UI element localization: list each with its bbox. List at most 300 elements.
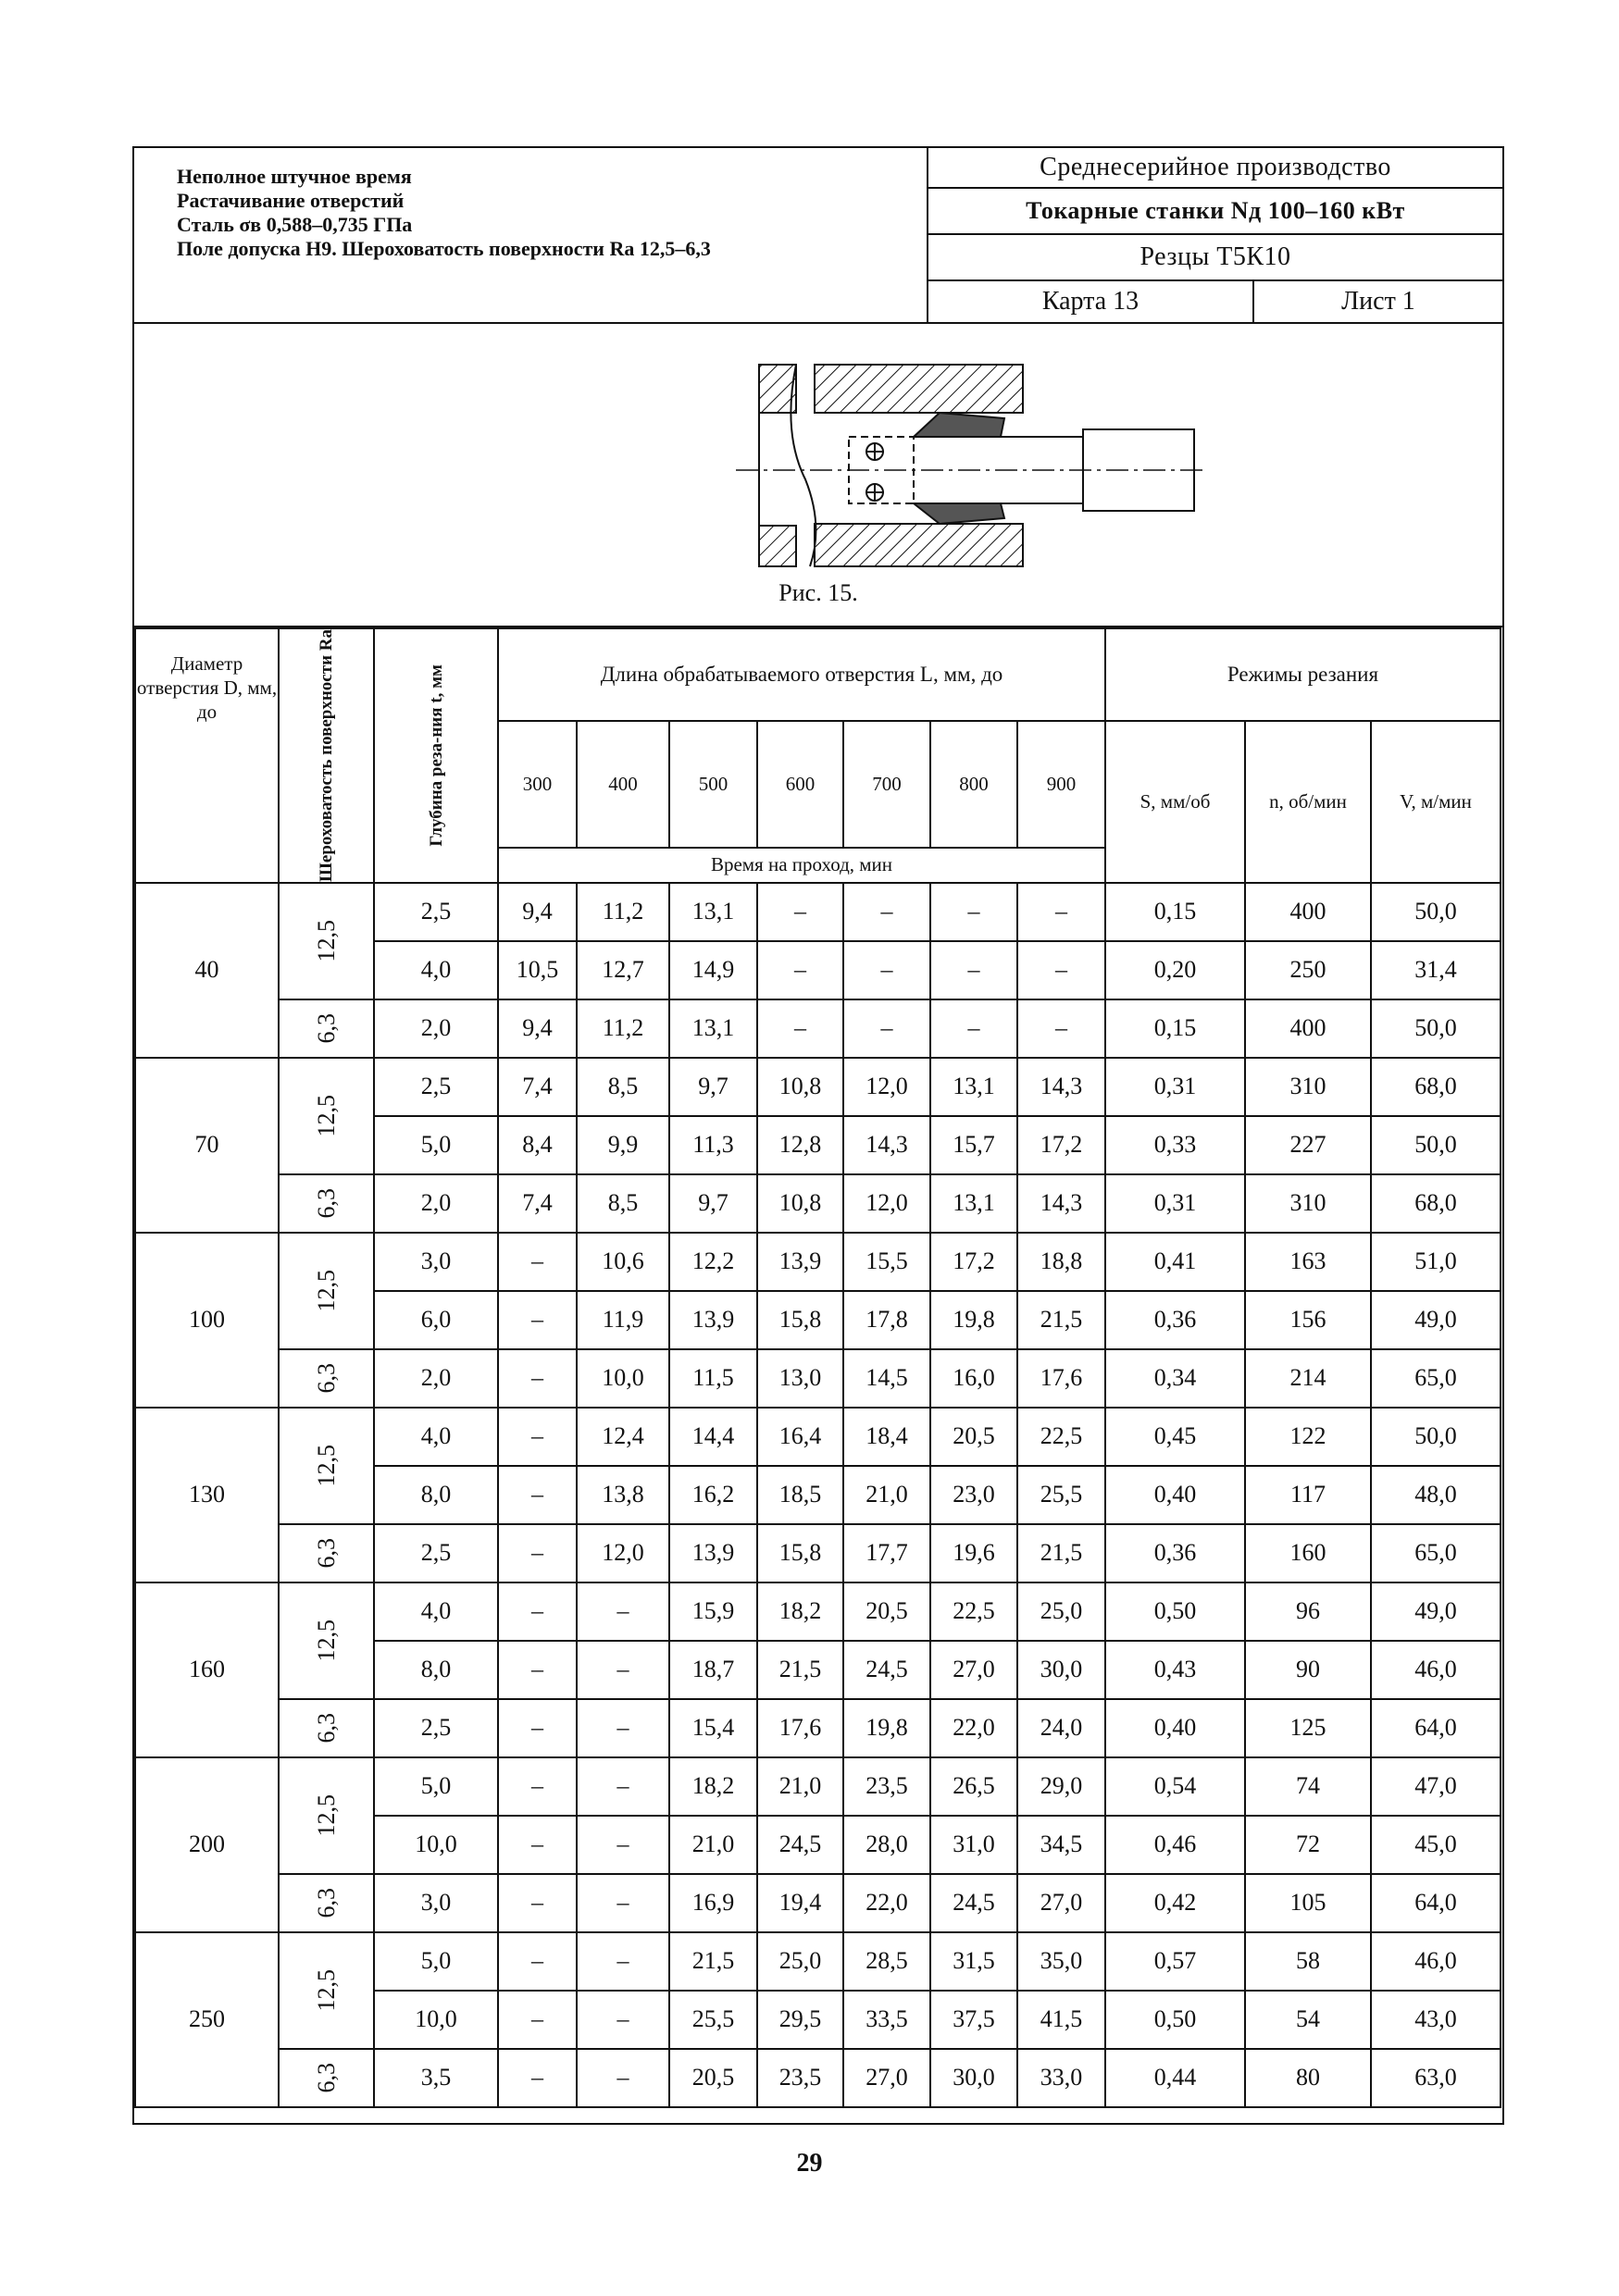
feed-cell: 0,20 (1105, 941, 1245, 999)
time-cell: 29,0 (1017, 1757, 1105, 1816)
table-row (135, 1058, 1501, 1116)
time-cell: – (498, 1466, 577, 1524)
roughness-value: 12,5 (312, 1969, 340, 2012)
speed-cell: 46,0 (1371, 1641, 1501, 1699)
roughness-column-header (279, 628, 374, 883)
time-cell: 31,5 (930, 1932, 1017, 1991)
time-cell: 18,8 (1017, 1233, 1105, 1291)
depth-cell: 8,0 (374, 1641, 498, 1699)
length-800: 800 (930, 721, 1017, 848)
feed-cell: 0,33 (1105, 1116, 1245, 1174)
time-cell: – (498, 1408, 577, 1466)
table-row (135, 1874, 1501, 1932)
speed-cell: 50,0 (1371, 883, 1501, 941)
speed-cell: 50,0 (1371, 1408, 1501, 1466)
feed-cell: 0,43 (1105, 1641, 1245, 1699)
cutting-modes-table (134, 627, 1501, 2108)
time-cell: – (577, 1641, 669, 1699)
roughness-value: 6,3 (312, 1013, 340, 1044)
sheet-number: Лист 1 (1254, 281, 1502, 324)
table-row (135, 1174, 1501, 1233)
diameter-column-header: Диаметр отверстия D, мм, до (135, 628, 279, 883)
rpm-cell: 400 (1245, 883, 1371, 941)
time-cell: 35,0 (1017, 1932, 1105, 1991)
modes-group-header: Режимы резания (1105, 628, 1501, 721)
feed-cell: 0,42 (1105, 1874, 1245, 1932)
feed-cell: 0,40 (1105, 1699, 1245, 1757)
time-cell: – (577, 1991, 669, 2049)
time-cell: 15,8 (757, 1524, 843, 1582)
time-cell: 8,4 (498, 1116, 577, 1174)
length-group-header: Длина обрабатываемого отверстия L, мм, до (498, 628, 1105, 721)
depth-column-header (374, 628, 498, 883)
depth-cell: 2,5 (374, 1058, 498, 1116)
time-cell: – (498, 1641, 577, 1699)
roughness-cell (279, 1349, 374, 1408)
depth-cell: 6,0 (374, 1291, 498, 1349)
speed-cell: 65,0 (1371, 1349, 1501, 1408)
speed-cell: 68,0 (1371, 1174, 1501, 1233)
table-row (135, 1699, 1501, 1757)
time-cell: – (757, 941, 843, 999)
time-cell: 24,5 (843, 1641, 930, 1699)
time-cell: 33,0 (1017, 2049, 1105, 2107)
time-cell: 9,7 (669, 1174, 757, 1233)
roughness-value: 12,5 (312, 1445, 340, 1487)
rpm-cell: 74 (1245, 1757, 1371, 1816)
roughness-cell (279, 1699, 374, 1757)
roughness-cell (279, 1582, 374, 1699)
time-cell: 17,6 (757, 1699, 843, 1757)
depth-cell: 2,5 (374, 1699, 498, 1757)
time-cell: 21,0 (757, 1757, 843, 1816)
time-cell: – (577, 1816, 669, 1874)
rpm-cell: 227 (1245, 1116, 1371, 1174)
time-cell: 19,8 (930, 1291, 1017, 1349)
figure-area (134, 324, 1502, 627)
boring-tool-drawing (597, 341, 1208, 572)
roughness-cell (279, 1932, 374, 2049)
time-cell: 21,0 (669, 1816, 757, 1874)
speed-cell: 50,0 (1371, 999, 1501, 1058)
rpm-cell: 250 (1245, 941, 1371, 999)
length-900: 900 (1017, 721, 1105, 848)
time-cell: 10,8 (757, 1174, 843, 1233)
feed-cell: 0,54 (1105, 1757, 1245, 1816)
time-cell: 21,5 (1017, 1524, 1105, 1582)
time-cell: 10,6 (577, 1233, 669, 1291)
machines-label: Токарные станки Nд 100–160 кВт (928, 189, 1502, 235)
feed-cell: 0,46 (1105, 1816, 1245, 1874)
time-cell: 19,4 (757, 1874, 843, 1932)
time-cell: 13,1 (669, 883, 757, 941)
time-cell: 19,8 (843, 1699, 930, 1757)
time-cell: 20,5 (843, 1582, 930, 1641)
rpm-cell: 72 (1245, 1816, 1371, 1874)
time-cell: 14,3 (843, 1116, 930, 1174)
time-cell: 24,0 (1017, 1699, 1105, 1757)
time-cell: 11,9 (577, 1291, 669, 1349)
time-cell: 13,9 (669, 1524, 757, 1582)
rpm-cell: 156 (1245, 1291, 1371, 1349)
length-700: 700 (843, 721, 930, 848)
roughness-cell (279, 1874, 374, 1932)
time-cell: – (1017, 999, 1105, 1058)
depth-cell: 5,0 (374, 1932, 498, 1991)
time-cell: 27,0 (843, 2049, 930, 2107)
feed-column-header: S, мм/об (1105, 721, 1245, 883)
time-cell: – (498, 1932, 577, 1991)
roughness-value: 12,5 (312, 1095, 340, 1137)
speed-cell: 47,0 (1371, 1757, 1501, 1816)
time-cell: 18,2 (669, 1757, 757, 1816)
time-cell: 17,8 (843, 1291, 930, 1349)
diameter-cell: 100 (135, 1233, 279, 1408)
document-frame (132, 146, 1504, 2125)
feed-cell: 0,41 (1105, 1233, 1245, 1291)
rpm-cell: 80 (1245, 2049, 1371, 2107)
roughness-value: 12,5 (312, 920, 340, 962)
time-cell: 8,5 (577, 1058, 669, 1116)
length-500: 500 (669, 721, 757, 848)
time-cell: 21,0 (843, 1466, 930, 1524)
diameter-cell: 130 (135, 1408, 279, 1582)
time-cell: 9,9 (577, 1116, 669, 1174)
time-cell: 17,2 (1017, 1116, 1105, 1174)
time-cell: – (757, 999, 843, 1058)
depth-cell: 4,0 (374, 941, 498, 999)
roughness-cell (279, 1174, 374, 1233)
time-cell: – (498, 1699, 577, 1757)
rpm-cell: 160 (1245, 1524, 1371, 1582)
rpm-cell: 310 (1245, 1174, 1371, 1233)
time-cell: 27,0 (1017, 1874, 1105, 1932)
feed-cell: 0,57 (1105, 1932, 1245, 1991)
depth-cell: 2,0 (374, 1349, 498, 1408)
speed-cell: 64,0 (1371, 1874, 1501, 1932)
time-cell: 29,5 (757, 1991, 843, 2049)
page-number: 29 (796, 2149, 823, 2178)
roughness-cell (279, 2049, 374, 2107)
time-cell: 25,0 (757, 1932, 843, 1991)
speed-cell: 46,0 (1371, 1932, 1501, 1991)
time-cell: 23,5 (843, 1757, 930, 1816)
speed-cell: 43,0 (1371, 1991, 1501, 2049)
time-cell: 13,9 (669, 1291, 757, 1349)
header-description (134, 148, 928, 324)
time-cell: – (843, 883, 930, 941)
diameter-cell: 250 (135, 1932, 279, 2107)
time-cell: 26,5 (930, 1757, 1017, 1816)
time-cell: 21,5 (757, 1641, 843, 1699)
header-info-block (928, 148, 1502, 324)
time-cell: – (577, 1699, 669, 1757)
time-cell: 10,5 (498, 941, 577, 999)
table-row (135, 1233, 1501, 1291)
roughness-value: 6,3 (312, 1363, 340, 1394)
time-cell: 9,7 (669, 1058, 757, 1116)
time-cell: 13,9 (757, 1233, 843, 1291)
speed-cell: 63,0 (1371, 2049, 1501, 2107)
header-line-4: Поле допуска Н9. Шероховатость поверхности Ra 12,5–6,3 (177, 237, 711, 260)
time-cell: – (577, 1932, 669, 1991)
rpm-cell: 58 (1245, 1932, 1371, 1991)
time-cell: 33,5 (843, 1991, 930, 2049)
time-cell: 28,5 (843, 1932, 930, 1991)
time-cell: 7,4 (498, 1174, 577, 1233)
time-cell: – (843, 999, 930, 1058)
time-cell: 22,5 (1017, 1408, 1105, 1466)
header-line-2: Растачивание отверстий (177, 189, 405, 212)
time-cell: 12,4 (577, 1408, 669, 1466)
time-cell: 13,8 (577, 1466, 669, 1524)
length-400: 400 (577, 721, 669, 848)
time-cell: 24,5 (757, 1816, 843, 1874)
diameter-cell: 40 (135, 883, 279, 1058)
time-cell: 18,7 (669, 1641, 757, 1699)
time-cell: – (498, 1991, 577, 2049)
time-cell: 30,0 (1017, 1641, 1105, 1699)
rpm-cell: 214 (1245, 1349, 1371, 1408)
speed-cell: 64,0 (1371, 1699, 1501, 1757)
time-cell: 37,5 (930, 1991, 1017, 2049)
time-cell: 22,0 (843, 1874, 930, 1932)
table-row (135, 1349, 1501, 1408)
time-cell: 12,8 (757, 1116, 843, 1174)
roughness-cell (279, 1757, 374, 1874)
feed-cell: 0,50 (1105, 1582, 1245, 1641)
time-cell: 14,4 (669, 1408, 757, 1466)
length-300: 300 (498, 721, 577, 848)
depth-cell: 8,0 (374, 1466, 498, 1524)
roughness-value: 6,3 (312, 2063, 340, 2093)
cutting-modes-table-wrap (134, 627, 1501, 2108)
time-cell: 12,2 (669, 1233, 757, 1291)
time-cell: 14,3 (1017, 1174, 1105, 1233)
time-cell: 20,5 (669, 2049, 757, 2107)
rpm-cell: 125 (1245, 1699, 1371, 1757)
rpm-column-header: n, об/мин (1245, 721, 1371, 883)
diameter-cell: 70 (135, 1058, 279, 1233)
time-cell: 11,2 (577, 999, 669, 1058)
rpm-cell: 54 (1245, 1991, 1371, 2049)
time-cell: 18,2 (757, 1582, 843, 1641)
table-body (135, 883, 1501, 2107)
time-cell: – (498, 1233, 577, 1291)
time-cell: 9,4 (498, 883, 577, 941)
cutters-label: Резцы Т5К10 (928, 235, 1502, 281)
time-cell: 21,5 (669, 1932, 757, 1991)
time-cell: 31,0 (930, 1816, 1017, 1874)
speed-cell: 50,0 (1371, 1116, 1501, 1174)
feed-cell: 0,31 (1105, 1058, 1245, 1116)
time-cell: – (1017, 883, 1105, 941)
time-cell: 12,7 (577, 941, 669, 999)
time-cell: 13,1 (930, 1058, 1017, 1116)
roughness-value: 6,3 (312, 1713, 340, 1744)
figure-caption: Рис. 15. (778, 579, 858, 606)
feed-cell: 0,15 (1105, 883, 1245, 941)
rpm-cell: 400 (1245, 999, 1371, 1058)
roughness-cell (279, 1058, 374, 1174)
depth-cell: 10,0 (374, 1991, 498, 2049)
time-cell: 14,3 (1017, 1058, 1105, 1116)
time-cell: 17,6 (1017, 1349, 1105, 1408)
speed-cell: 49,0 (1371, 1582, 1501, 1641)
feed-cell: 0,36 (1105, 1524, 1245, 1582)
depth-cell: 5,0 (374, 1116, 498, 1174)
time-cell: 23,5 (757, 2049, 843, 2107)
time-cell: 24,5 (930, 1874, 1017, 1932)
time-cell: 19,6 (930, 1524, 1017, 1582)
depth-cell: 2,5 (374, 883, 498, 941)
roughness-value: 12,5 (312, 1620, 340, 1662)
rpm-cell: 117 (1245, 1466, 1371, 1524)
table-row (135, 1582, 1501, 1641)
table-row (135, 1408, 1501, 1466)
roughness-value: 6,3 (312, 1888, 340, 1918)
rpm-cell: 310 (1245, 1058, 1371, 1116)
time-cell: 10,0 (577, 1349, 669, 1408)
roughness-value: 12,5 (312, 1270, 340, 1312)
time-cell: 23,0 (930, 1466, 1017, 1524)
time-cell: 30,0 (930, 2049, 1017, 2107)
rpm-cell: 96 (1245, 1582, 1371, 1641)
feed-cell: 0,45 (1105, 1408, 1245, 1466)
diameter-cell: 200 (135, 1757, 279, 1932)
feed-cell: 0,15 (1105, 999, 1245, 1058)
time-cell: 14,9 (669, 941, 757, 999)
time-cell: 25,5 (1017, 1466, 1105, 1524)
depth-cell: 2,5 (374, 1524, 498, 1582)
time-cell: 15,4 (669, 1699, 757, 1757)
time-cell: 28,0 (843, 1816, 930, 1874)
table-row (135, 1932, 1501, 1991)
time-cell: – (1017, 941, 1105, 999)
time-cell: – (498, 1349, 577, 1408)
time-cell: – (930, 999, 1017, 1058)
time-cell: – (498, 1816, 577, 1874)
depth-cell: 2,0 (374, 1174, 498, 1233)
time-cell: – (498, 1582, 577, 1641)
time-cell: 10,8 (757, 1058, 843, 1116)
time-cell: 17,2 (930, 1233, 1017, 1291)
depth-cell: 10,0 (374, 1816, 498, 1874)
table-row (135, 1757, 1501, 1816)
time-cell: – (577, 1582, 669, 1641)
table-row (135, 999, 1501, 1058)
roughness-cell (279, 1408, 374, 1524)
roughness-cell (279, 1524, 374, 1582)
depth-cell: 3,5 (374, 2049, 498, 2107)
feed-cell: 0,34 (1105, 1349, 1245, 1408)
time-cell: 16,0 (930, 1349, 1017, 1408)
feed-cell: 0,40 (1105, 1466, 1245, 1524)
time-cell: 12,0 (843, 1174, 930, 1233)
time-cell: – (930, 941, 1017, 999)
time-cell: – (498, 1524, 577, 1582)
depth-header-text: Глубина реза-ния t, мм (426, 664, 446, 847)
header-line-1: Неполное штучное время (177, 165, 412, 188)
speed-cell: 31,4 (1371, 941, 1501, 999)
time-cell: 15,9 (669, 1582, 757, 1641)
depth-cell: 4,0 (374, 1582, 498, 1641)
header-line-3: Сталь σв 0,588–0,735 ГПа (177, 213, 413, 236)
time-cell: 14,5 (843, 1349, 930, 1408)
depth-cell: 3,0 (374, 1874, 498, 1932)
time-cell: 17,7 (843, 1524, 930, 1582)
rpm-cell: 122 (1245, 1408, 1371, 1466)
speed-cell: 68,0 (1371, 1058, 1501, 1116)
speed-cell: 49,0 (1371, 1291, 1501, 1349)
roughness-header-text: Шероховатость поверхности Ra (317, 629, 336, 882)
time-cell: – (577, 2049, 669, 2107)
rpm-cell: 105 (1245, 1874, 1371, 1932)
roughness-cell (279, 1233, 374, 1349)
time-cell: 18,5 (757, 1466, 843, 1524)
depth-cell: 4,0 (374, 1408, 498, 1466)
time-cell: 11,3 (669, 1116, 757, 1174)
time-cell: – (498, 1291, 577, 1349)
roughness-cell (279, 999, 374, 1058)
table-row (135, 2049, 1501, 2107)
time-cell: – (930, 883, 1017, 941)
time-cell: – (498, 1757, 577, 1816)
time-cell: 12,0 (843, 1058, 930, 1116)
time-cell: 11,5 (669, 1349, 757, 1408)
time-cell: 13,1 (930, 1174, 1017, 1233)
time-cell: – (757, 883, 843, 941)
time-cell: 34,5 (1017, 1816, 1105, 1874)
time-cell: 13,0 (757, 1349, 843, 1408)
time-cell: 13,1 (669, 999, 757, 1058)
time-cell: – (498, 2049, 577, 2107)
rpm-cell: 163 (1245, 1233, 1371, 1291)
table-row (135, 1524, 1501, 1582)
roughness-cell (279, 883, 374, 999)
feed-cell: 0,50 (1105, 1991, 1245, 2049)
time-cell: – (577, 1874, 669, 1932)
speed-cell: 45,0 (1371, 1816, 1501, 1874)
time-cell: 22,0 (930, 1699, 1017, 1757)
time-cell: 16,2 (669, 1466, 757, 1524)
card-number: Карта 13 (928, 281, 1254, 324)
time-cell: – (498, 1874, 577, 1932)
production-type: Среднесерийное производство (928, 148, 1502, 189)
depth-cell: 2,0 (374, 999, 498, 1058)
table-row (135, 883, 1501, 941)
time-cell: 11,2 (577, 883, 669, 941)
time-cell: 21,5 (1017, 1291, 1105, 1349)
time-cell: 8,5 (577, 1174, 669, 1233)
feed-cell: 0,44 (1105, 2049, 1245, 2107)
speed-cell: 51,0 (1371, 1233, 1501, 1291)
time-cell: 16,4 (757, 1408, 843, 1466)
time-cell: 25,0 (1017, 1582, 1105, 1641)
time-cell: 20,5 (930, 1408, 1017, 1466)
feed-cell: 0,31 (1105, 1174, 1245, 1233)
roughness-value: 6,3 (312, 1188, 340, 1219)
time-per-pass-header: Время на проход, мин (498, 848, 1105, 883)
time-cell: 9,4 (498, 999, 577, 1058)
time-cell: 22,5 (930, 1582, 1017, 1641)
roughness-value: 12,5 (312, 1794, 340, 1837)
diameter-cell: 160 (135, 1582, 279, 1757)
length-600: 600 (757, 721, 843, 848)
feed-cell: 0,36 (1105, 1291, 1245, 1349)
depth-cell: 5,0 (374, 1757, 498, 1816)
time-cell: – (843, 941, 930, 999)
